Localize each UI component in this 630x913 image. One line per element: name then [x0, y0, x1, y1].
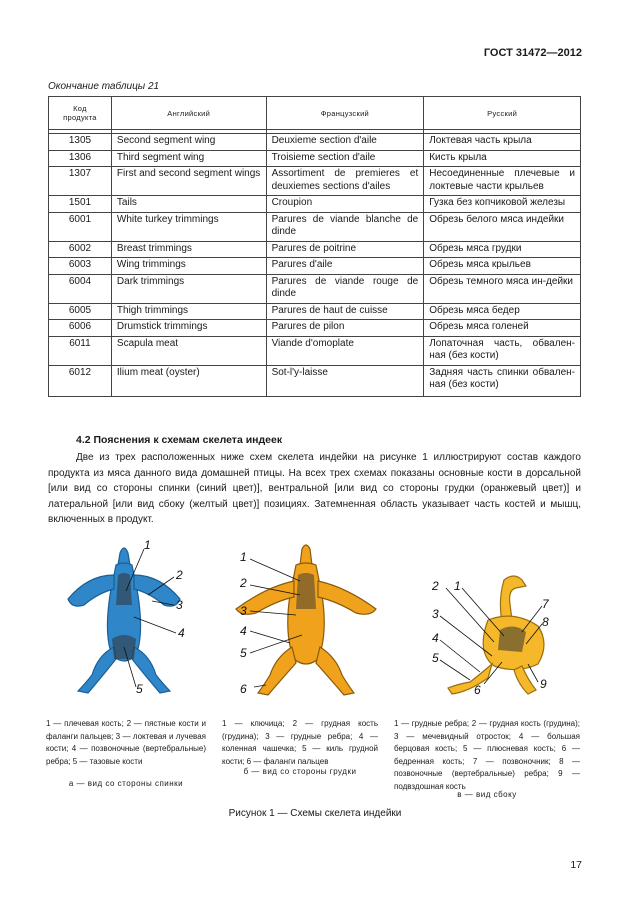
cell-english: Tails [111, 196, 266, 213]
fig-c-num: 2 [432, 579, 439, 593]
table-body [49, 130, 581, 397]
cell-russian: Гузка без копчиковой железы [424, 196, 581, 213]
skeleton-a-drawing [68, 548, 180, 693]
skeleton-b-drawing [236, 545, 376, 695]
figure-a-legend: 1 — плечевая кость; 2 — пястные кости и фаланги пальцев; 3 — локтевая и лучевая кости; 4 — позвоночные (вертебральные) ребра; 5 — тазовые кости [46, 719, 206, 766]
figure-c-lateral-skeleton [418, 560, 568, 710]
cell-french: Parures de poitrine [266, 241, 424, 258]
cell-code: 6011 [49, 336, 112, 365]
cell-english: Third segment wing [111, 150, 266, 167]
table-row [49, 134, 581, 151]
table-row [49, 212, 581, 241]
codes-table [48, 96, 581, 397]
cell-english: Scapula meat [111, 336, 266, 365]
cell-code: 6002 [49, 241, 112, 258]
cell-english: Drumstick trimmings [111, 320, 266, 337]
cell-english: Ilium meat (oyster) [111, 365, 266, 396]
table-row [49, 150, 581, 167]
fig-a-num: 1 [144, 538, 151, 552]
cell-code: 1305 [49, 134, 112, 151]
figure-b-numbers [239, 550, 247, 696]
cell-russian: Задняя часть спинки обвален-ная (без кости) [424, 365, 581, 396]
cell-russian: Обрезь белого мяса индейки [424, 212, 581, 241]
cell-french: Parures de viande rouge de dinde [266, 274, 424, 303]
figure-c-caption: в — вид сбоку [457, 790, 517, 799]
table-caption: Окончание таблицы 21 [48, 81, 160, 92]
figure-a-caption: а — вид со стороны спинки [68, 779, 184, 788]
fig-b-num: 4 [240, 624, 247, 638]
cell-english: White turkey trimmings [111, 212, 266, 241]
page-number: 17 [570, 859, 582, 871]
fig-a-num: 5 [136, 682, 143, 696]
section-paragraph: Две из трех расположенных ниже схем скелета индейки на рисунке 1 иллюстрируют состав каждого продукта из мяса данного вида домашней птицы. На всех трех схемах показаны основные кости в дорсальной [или вид со стороны спинки (синий цвет)], вентральной [или вид со стороны грудки (оранжевый цвет)] и латеральной [или вид сбоку (желтый цвет)] позициях. Затемненная область указывает часть костей и мышц, включенных в продукт. [48, 452, 581, 525]
cell-french: Parures de haut de cuisse [266, 303, 424, 320]
dark-shading-c [498, 626, 526, 652]
fig-c-num: 3 [432, 607, 439, 621]
fig-b-num: 6 [240, 682, 247, 696]
cell-russian: Обрезь темного мяса ин-дейки [424, 274, 581, 303]
cell-french: Troisieme section d'aile [266, 150, 424, 167]
figure-c-legend: 1 — грудные ребра; 2 — грудная кость (грудина); 3 — мечевидный отросток; 4 — большая берцовая кость; 5 — плюсневая кость; 6 — бедренная кость; 7 — позвоночник; 8 — позвоночные (вертебральные) ребра; 9 — подвздошная кость [394, 719, 580, 791]
cell-english: Wing trimmings [111, 258, 266, 275]
cell-english: Thigh trimmings [111, 303, 266, 320]
cell-code: 6001 [49, 212, 112, 241]
fig-c-num: 4 [432, 631, 439, 645]
fig-b-num: 3 [240, 604, 247, 618]
dark-shading-b [296, 573, 316, 609]
fig-c-num: 9 [540, 677, 547, 691]
cell-french: Viande d'omoplate [266, 336, 424, 365]
cell-code: 1306 [49, 150, 112, 167]
table-row [49, 241, 581, 258]
table-row [49, 320, 581, 337]
table-row [49, 167, 581, 196]
table-row [49, 274, 581, 303]
fig-a-num: 2 [176, 568, 183, 582]
cell-french: Croupion [266, 196, 424, 213]
standard-header: ГОСТ 31472—2012 [483, 47, 582, 59]
fig-b-num: 2 [240, 576, 247, 590]
cell-english: Breast trimmings [111, 241, 266, 258]
cell-russian: Несоединенные плечевые и локтевые части крыльев [424, 167, 581, 196]
cell-russian: Обрезь мяса крыльев [424, 258, 581, 275]
col-header-russian: Русский [424, 97, 581, 130]
figure-caption: Рисунок 1 — Схемы скелета индейки [228, 808, 402, 819]
figure-b-caption: б — вид со стороны грудки [243, 767, 357, 776]
fig-a-num: 3 [176, 598, 183, 612]
table-row [49, 303, 581, 320]
fig-c-num: 8 [542, 615, 549, 629]
cell-french: Assortiment de premieres et deuxiemes sections d'ailes [266, 167, 424, 196]
cell-russian: Локтевая часть крыла [424, 134, 581, 151]
cell-code: 1501 [49, 196, 112, 213]
cell-french: Deuxieme section d'aile [266, 134, 424, 151]
fig-c-num: 6 [474, 683, 481, 697]
fig-c-num: 7 [542, 597, 549, 611]
fig-a-num: 4 [178, 626, 185, 640]
table-row [49, 258, 581, 275]
fig-c-num: 1 [454, 579, 461, 593]
cell-french: Parures de pilon [266, 320, 424, 337]
cell-french: Parures de viande blanche de dinde [266, 212, 424, 241]
cell-russian: Лопаточная часть, обвален-ная (без кости) [424, 336, 581, 365]
section-heading: 4.2 Пояснения к схемам скелета индеек [76, 434, 283, 446]
cell-french: Parures d'aile [266, 258, 424, 275]
col-header-code: Код продукта [49, 97, 112, 130]
figure-b-legend: 1 — ключица; 2 — грудная кость (грудина); 3 — грудные ребра; 4 — коленная чашечка; 5 — киль грудной кости; 6 — фаланги пальцев [222, 719, 378, 766]
figure-b-ventral-skeleton [230, 535, 380, 710]
cell-code: 6005 [49, 303, 112, 320]
cell-russian: Обрезь мяса бедер [424, 303, 581, 320]
cell-code: 6012 [49, 365, 112, 396]
skeleton-c-drawing [448, 576, 544, 694]
table-row [49, 336, 581, 365]
fig-b-num: 5 [240, 646, 247, 660]
figure-a-dorsal-skeleton [58, 535, 198, 710]
table-header-row [49, 97, 581, 130]
fig-b-num: 1 [240, 550, 247, 564]
cell-code: 6004 [49, 274, 112, 303]
cell-russian: Обрезь мяса голеней [424, 320, 581, 337]
cell-code: 1307 [49, 167, 112, 196]
cell-english: First and second segment wings [111, 167, 266, 196]
table-row [49, 365, 581, 396]
cell-code: 6006 [49, 320, 112, 337]
cell-code: 6003 [49, 258, 112, 275]
cell-english: Second segment wing [111, 134, 266, 151]
cell-english: Dark trimmings [111, 274, 266, 303]
table-row [49, 196, 581, 213]
cell-russian: Обрезь мяса грудки [424, 241, 581, 258]
fig-c-num: 5 [432, 651, 439, 665]
cell-french: Sot-l'y-laisse [266, 365, 424, 396]
col-header-english: Английский [111, 97, 266, 130]
col-header-french: Французский [266, 97, 424, 130]
cell-russian: Кисть крыла [424, 150, 581, 167]
